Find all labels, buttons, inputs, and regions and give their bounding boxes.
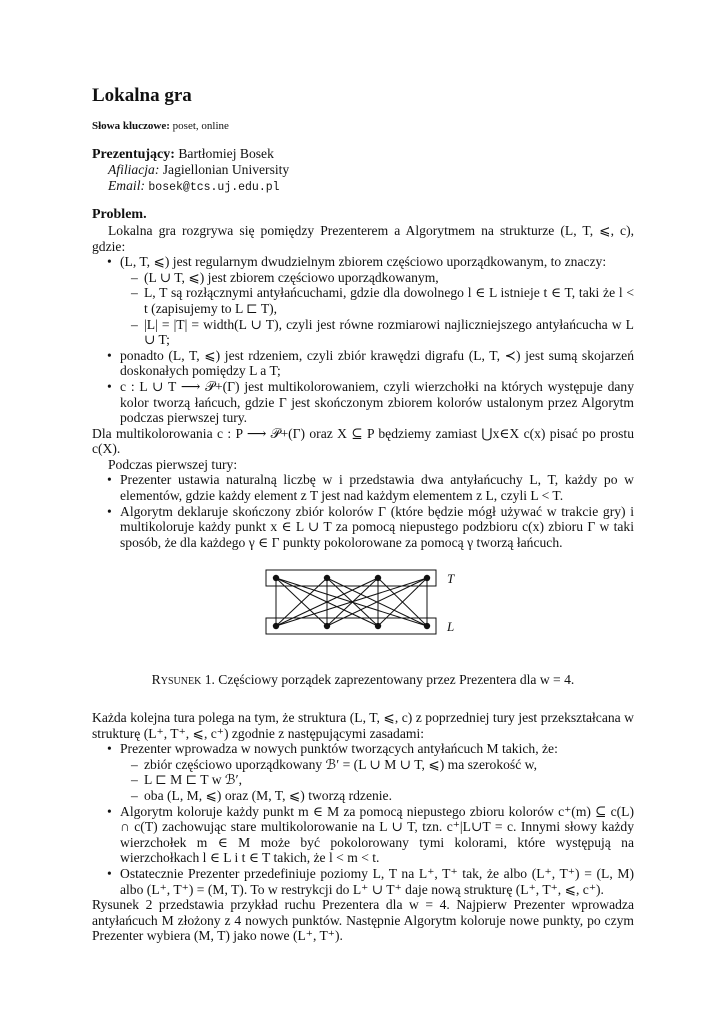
list-item: • c : L ∪ T ⟶ 𝒫+(Γ) jest multikolorowaniem, czyli wierzchołki na których występuje dany kolor tworzą łańcuch, gdzie Γ jest skończonym zbiorem kolorów ustalonym przez Algorytm podczas pierwszej tury.	[120, 379, 634, 426]
next-turn-item-1: Prezenter wprowadza w nowych punktów tworzących antyłańcuch M takich, że:	[120, 741, 558, 757]
intro-paragraph: Lokalna gra rozgrywa się pomiędzy Prezenterem a Algorytmem na strukturze (L, T, ⩽, c), gdzie:	[92, 222, 634, 254]
list-item: • Prezenter ustawia naturalną liczbę w i przedstawia dwa antyłańcuchy L, T, każdy po w elementów, gdzie każdy element z T jest nad każdym elementem z L, czyli L < T.	[120, 472, 634, 503]
problem-heading: Problem.	[92, 207, 147, 223]
presenter-label: Prezentujący:	[92, 146, 175, 162]
figure-caption	[92, 672, 634, 688]
vertex-L3	[375, 623, 381, 629]
page-title: Lokalna gra	[92, 85, 192, 106]
definition-item-1: (L, T, ⩽) jest regularnym dwudzielnym zbiorem częściowo uporządkowanym, to znaczy:	[120, 254, 607, 270]
first-turn-list	[92, 472, 634, 550]
example-paragraph: Rysunek 2 przedstawia przykład ruchu Prezentera dla w = 4. Najpierw Prezenter wprowadza antyłańcuch M złożony z 4 nowych punktów. Następnie Algorytm koloruje nowe punkty, po czym Prezenter wybiera (M, T) jako nowe (L⁺, T⁺).	[92, 897, 634, 944]
list-item: • Ostatecznie Prezenter przedefiniuje poziomy L, T na L⁺, T⁺ tak, że albo (L⁺, T⁺) = (L, M) albo (L⁺, T⁺) = (M, T). To w restrykcji do L⁺ ∪ T⁺ daje nową strukturę (L⁺, T⁺, ⩽, c⁺).	[120, 866, 634, 897]
list-item: • ponadto (L, T, ⩽) jest rdzeniem, czyli zbiór krawędzi digrafu (L, T, ≺) jest sumą skojarzeń doskonałych pomiędzy L a T;	[120, 348, 634, 379]
multicoloring-paragraph: Dla multikolorowania c : P ⟶ 𝒫+(Γ) oraz X ⊆ P będziemy zamiast ⋃x∈X c(x) pisać po prostu c(X).	[92, 425, 634, 457]
affiliation-line	[92, 162, 634, 178]
list-item: – oba (L, M, ⩽) oraz (M, T, ⩽) tworzą rdzenie.	[144, 788, 634, 804]
keywords-label: Słowa kluczowe:	[92, 120, 170, 132]
caption-prefix: Rysunek 1.	[151, 672, 215, 688]
vertex-L2	[324, 623, 330, 629]
list-item: – zbiór częściowo uporządkowany ℬ′ = (L ∪ M ∪ T, ⩽) ma szerokość w,	[144, 757, 634, 773]
label-T: T	[447, 571, 455, 587]
email-value[interactable]: bosek@tcs.uj.edu.pl	[148, 180, 280, 194]
email-line	[92, 178, 634, 196]
caption-text: Częściowy porządek zaprezentowany przez Prezentera dla w = 4.	[218, 672, 575, 688]
list-item: • Algorytm koloruje każdy punkt m ∈ M za pomocą niepustego zbioru kolorów c⁺(m) ⊆ c(L) ∩ c(T) zachowując stare multikolorowanie na L ∪ T, tzn. c⁺|L∪T = c. Innymi słowy każdy wierzchołek m ∈ M może być pokolorowany tymi kolorami, które występują na wierzchołkach l ∈ L i t ∈ T takich, że l < m < t.	[120, 804, 634, 866]
list-item	[120, 741, 634, 803]
presenter-line	[92, 146, 634, 163]
list-item	[120, 254, 634, 348]
next-turn-sublist	[120, 757, 634, 804]
first-turn-heading: Podczas pierwszej tury:	[108, 456, 238, 472]
poset-diagram	[262, 566, 462, 648]
affiliation-value: Jagiellonian University	[162, 162, 290, 178]
list-item: – |L| = |T| = width(L ∪ T), czyli jest równe rozmiarowi najliczniejszego antyłańcucha w L ∪ T;	[144, 317, 634, 348]
presenter-name: Bartłomiej Bosek	[178, 145, 274, 161]
vertex-T4	[424, 575, 430, 581]
definition-sublist	[120, 270, 634, 348]
vertex-L4	[424, 623, 430, 629]
email-label: Email:	[108, 177, 145, 193]
paper-page	[92, 84, 634, 944]
list-item: • Algorytm deklaruje skończony zbiór kolorów Γ (które będzie mógł używać w trakcie gry) i multikoloruje każdy punkt x ∈ L ∪ T za pomocą niepustego podzbioru c(x) zbioru Γ w taki sposób, że dla każdego γ ∈ Γ punkty pokolorowane za pomocą γ tworzą łańcuch.	[120, 504, 634, 551]
list-item: – L, T są rozłącznymi antyłańcuchami, gdzie dla dowolnego l ∈ L istnieje t ∈ T, taki że l < t (zapisujemy to L ⊏ T),	[144, 285, 634, 316]
keywords-value: poset, online	[172, 120, 229, 132]
keywords-line	[92, 119, 634, 135]
figure-1	[92, 566, 634, 666]
vertex-T1	[273, 575, 279, 581]
label-L: L	[447, 619, 455, 635]
vertex-T2	[324, 575, 330, 581]
definition-list	[92, 254, 634, 426]
next-turn-list	[92, 741, 634, 897]
next-turn-paragraph: Każda kolejna tura polega na tym, że struktura (L, T, ⩽, c) z poprzedniej tury jest przekształcana w strukturę (L⁺, T⁺, ⩽, c⁺) zgodnie z następującymi zasadami:	[92, 710, 634, 741]
list-item: – L ⊏ M ⊏ T w ℬ′,	[144, 772, 634, 788]
vertex-L1	[273, 623, 279, 629]
list-item: – (L ∪ T, ⩽) jest zbiorem częściowo uporządkowanym,	[144, 270, 634, 286]
poset-edges	[276, 578, 427, 626]
vertex-T3	[375, 575, 381, 581]
affiliation-label: Afiliacja:	[108, 162, 160, 178]
